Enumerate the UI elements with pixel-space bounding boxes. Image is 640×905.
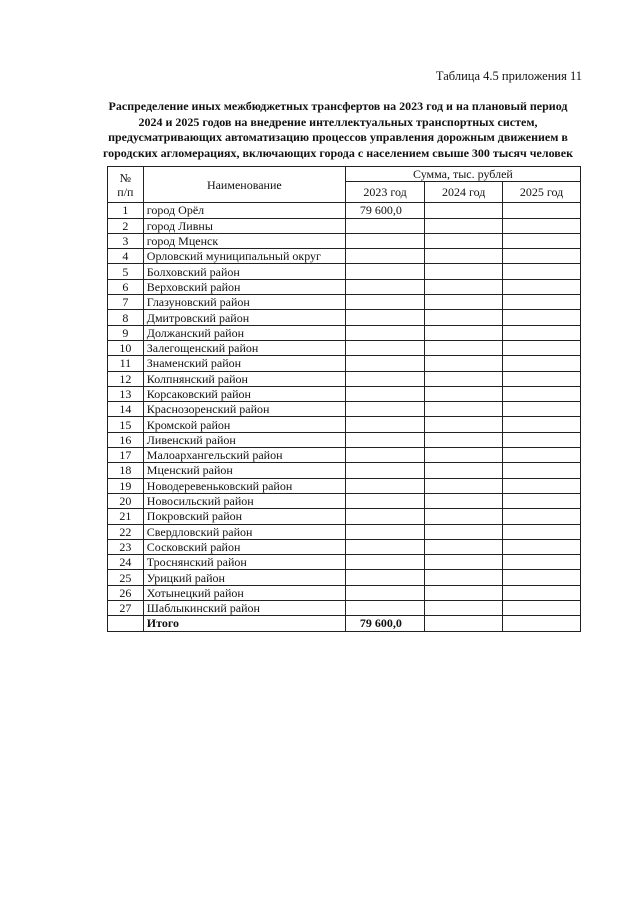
table-row <box>108 203 581 218</box>
row-value-2023 <box>345 555 424 570</box>
table-row <box>108 340 581 355</box>
row-name: Болховский район <box>143 264 345 279</box>
row-value-2024 <box>425 524 503 539</box>
row-value-2024 <box>425 356 503 371</box>
row-value-2024 <box>425 218 503 233</box>
header-year-2023: 2023 год <box>345 182 424 203</box>
row-value-2025 <box>503 371 581 386</box>
row-value-2025 <box>503 340 581 355</box>
row-value-2023 <box>345 402 424 417</box>
row-value-2023 <box>345 539 424 554</box>
row-value-2023 <box>345 448 424 463</box>
table-row <box>108 509 581 524</box>
row-value-2024 <box>425 371 503 386</box>
total-label: Итого <box>143 616 345 631</box>
table-caption: Таблица 4.5 приложения 11 <box>435 69 582 83</box>
row-value-2023 <box>345 478 424 493</box>
total-value-2025 <box>503 616 581 631</box>
row-value-2023 <box>345 371 424 386</box>
header-year-2025: 2025 год <box>503 182 581 203</box>
row-value-2025 <box>503 601 581 616</box>
row-num: 8 <box>108 310 144 325</box>
row-value-2025 <box>503 448 581 463</box>
row-value-2024 <box>425 203 503 218</box>
title-line: Распределение иных межбюджетных трансфертов на 2023 год и на плановый период <box>108 99 568 113</box>
row-value-2023 <box>345 340 424 355</box>
row-name: Хотынецкий район <box>143 585 345 600</box>
row-num: 15 <box>108 417 144 432</box>
row-value-2024 <box>425 539 503 554</box>
table-row <box>108 325 581 340</box>
row-value-2025 <box>503 509 581 524</box>
row-num: 22 <box>108 524 144 539</box>
row-value-2024 <box>425 417 503 432</box>
row-name: Сосковский район <box>143 539 345 554</box>
row-value-2023 <box>345 417 424 432</box>
row-name: Верховский район <box>143 279 345 294</box>
table-row <box>108 524 581 539</box>
row-value-2024 <box>425 310 503 325</box>
row-value-2025 <box>503 356 581 371</box>
table-row <box>108 402 581 417</box>
row-name: город Мценск <box>143 233 345 248</box>
header-num <box>108 167 144 203</box>
table-row <box>108 417 581 432</box>
row-name: Дмитровский район <box>143 310 345 325</box>
row-value-2023 <box>345 570 424 585</box>
row-name: Мценский район <box>143 463 345 478</box>
document-title <box>88 99 588 161</box>
table-row <box>108 601 581 616</box>
row-value-2024 <box>425 570 503 585</box>
row-value-2025 <box>503 478 581 493</box>
row-value-2024 <box>425 279 503 294</box>
row-name: Корсаковский район <box>143 386 345 401</box>
table-row <box>108 555 581 570</box>
row-value-2024 <box>425 386 503 401</box>
row-num: 11 <box>108 356 144 371</box>
row-name: Покровский район <box>143 509 345 524</box>
table-row <box>108 233 581 248</box>
row-num: 16 <box>108 432 144 447</box>
row-value-2023 <box>345 585 424 600</box>
row-name: Троснянский район <box>143 555 345 570</box>
row-num: 25 <box>108 570 144 585</box>
table-row <box>108 218 581 233</box>
row-value-2024 <box>425 463 503 478</box>
row-value-2024 <box>425 402 503 417</box>
row-value-2025 <box>503 555 581 570</box>
row-value-2023 <box>345 325 424 340</box>
title-line: городских агломерациях, включающих города с населением свыше 300 тысяч человек <box>102 145 574 160</box>
row-value-2025 <box>503 218 581 233</box>
table-row <box>108 448 581 463</box>
total-num <box>108 616 144 631</box>
row-num: 19 <box>108 478 144 493</box>
row-num: 12 <box>108 371 144 386</box>
total-value-2024 <box>425 616 503 631</box>
title-line: 2024 и 2025 годов на внедрение интеллектуальных транспортных систем, <box>138 114 538 129</box>
table-row <box>108 249 581 264</box>
row-name: Ливенский район <box>143 432 345 447</box>
row-name: Свердловский район <box>143 524 345 539</box>
total-value-2023: 79 600,0 <box>345 616 424 631</box>
row-name: Кромской район <box>143 417 345 432</box>
row-value-2023 <box>345 310 424 325</box>
table-row <box>108 295 581 310</box>
row-value-2024 <box>425 493 503 508</box>
row-value-2025 <box>503 310 581 325</box>
row-value-2024 <box>425 340 503 355</box>
row-value-2023 <box>345 356 424 371</box>
row-num: 17 <box>108 448 144 463</box>
row-num: 21 <box>108 509 144 524</box>
row-num: 5 <box>108 264 144 279</box>
row-value-2023 <box>345 218 424 233</box>
row-num: 4 <box>108 249 144 264</box>
table-row <box>108 279 581 294</box>
row-value-2023 <box>345 233 424 248</box>
row-value-2024 <box>425 264 503 279</box>
row-value-2023 <box>345 279 424 294</box>
row-name: Колпнянский район <box>143 371 345 386</box>
row-name: Знаменский район <box>143 356 345 371</box>
table-row <box>108 493 581 508</box>
row-name: город Ливны <box>143 218 345 233</box>
table-row <box>108 371 581 386</box>
header-year-2024: 2024 год <box>425 182 503 203</box>
row-num: 9 <box>108 325 144 340</box>
row-value-2024 <box>425 249 503 264</box>
row-value-2024 <box>425 585 503 600</box>
row-name: Залегощенский район <box>143 340 345 355</box>
header-name: Наименование <box>143 167 345 203</box>
table-row <box>108 463 581 478</box>
row-value-2023 <box>345 601 424 616</box>
table-row <box>108 570 581 585</box>
row-value-2023 <box>345 249 424 264</box>
row-num: 23 <box>108 539 144 554</box>
row-name: Новодеревеньковский район <box>143 478 345 493</box>
row-value-2025 <box>503 295 581 310</box>
row-value-2025 <box>503 233 581 248</box>
row-num: 20 <box>108 493 144 508</box>
row-name: Урицкий район <box>143 570 345 585</box>
row-num: 1 <box>108 203 144 218</box>
row-num: 14 <box>108 402 144 417</box>
distribution-table <box>107 166 581 632</box>
row-name: Краснозоренский район <box>143 402 345 417</box>
row-num: 27 <box>108 601 144 616</box>
row-value-2025 <box>503 417 581 432</box>
title-line: предусматривающих автоматизацию процессов управления дорожным движением в <box>108 130 568 144</box>
row-value-2024 <box>425 325 503 340</box>
total-row <box>108 616 581 631</box>
row-value-2024 <box>425 233 503 248</box>
row-value-2023 <box>345 493 424 508</box>
row-num: 3 <box>108 233 144 248</box>
row-value-2025 <box>503 279 581 294</box>
row-name: Орловский муниципальный округ <box>143 249 345 264</box>
row-value-2025 <box>503 386 581 401</box>
row-name: город Орёл <box>143 203 345 218</box>
row-name: Новосильский район <box>143 493 345 508</box>
header-sum: Сумма, тыс. рублей <box>345 167 580 182</box>
table-row <box>108 585 581 600</box>
row-num: 6 <box>108 279 144 294</box>
row-num: 2 <box>108 218 144 233</box>
row-value-2023: 79 600,0 <box>345 203 424 218</box>
table-row <box>108 478 581 493</box>
row-value-2024 <box>425 601 503 616</box>
row-value-2024 <box>425 448 503 463</box>
table-row <box>108 264 581 279</box>
row-value-2024 <box>425 295 503 310</box>
row-num: 13 <box>108 386 144 401</box>
row-num: 26 <box>108 585 144 600</box>
row-value-2023 <box>345 264 424 279</box>
row-value-2023 <box>345 463 424 478</box>
row-value-2025 <box>503 325 581 340</box>
row-value-2024 <box>425 509 503 524</box>
table-row <box>108 356 581 371</box>
header-num-line2: п/п <box>117 184 134 199</box>
row-value-2023 <box>345 295 424 310</box>
row-value-2025 <box>503 264 581 279</box>
row-value-2025 <box>503 432 581 447</box>
row-name: Малоархангельский район <box>143 448 345 463</box>
row-value-2025 <box>503 203 581 218</box>
row-name: Шаблыкинский район <box>143 601 345 616</box>
row-value-2023 <box>345 524 424 539</box>
row-num: 18 <box>108 463 144 478</box>
row-value-2023 <box>345 432 424 447</box>
row-name: Должанский район <box>143 325 345 340</box>
row-value-2024 <box>425 432 503 447</box>
row-value-2023 <box>345 509 424 524</box>
table-row <box>108 539 581 554</box>
table-row <box>108 432 581 447</box>
row-value-2025 <box>503 249 581 264</box>
row-value-2024 <box>425 478 503 493</box>
header-num-line1: № <box>119 170 132 185</box>
row-value-2025 <box>503 570 581 585</box>
row-value-2024 <box>425 555 503 570</box>
row-value-2025 <box>503 493 581 508</box>
row-num: 7 <box>108 295 144 310</box>
table-body <box>108 203 581 631</box>
row-value-2023 <box>345 386 424 401</box>
row-value-2025 <box>503 524 581 539</box>
row-name: Глазуновский район <box>143 295 345 310</box>
row-value-2025 <box>503 585 581 600</box>
row-value-2025 <box>503 539 581 554</box>
table-row <box>108 386 581 401</box>
table-row <box>108 310 581 325</box>
row-value-2025 <box>503 402 581 417</box>
row-num: 24 <box>108 555 144 570</box>
row-num: 10 <box>108 340 144 355</box>
row-value-2025 <box>503 463 581 478</box>
